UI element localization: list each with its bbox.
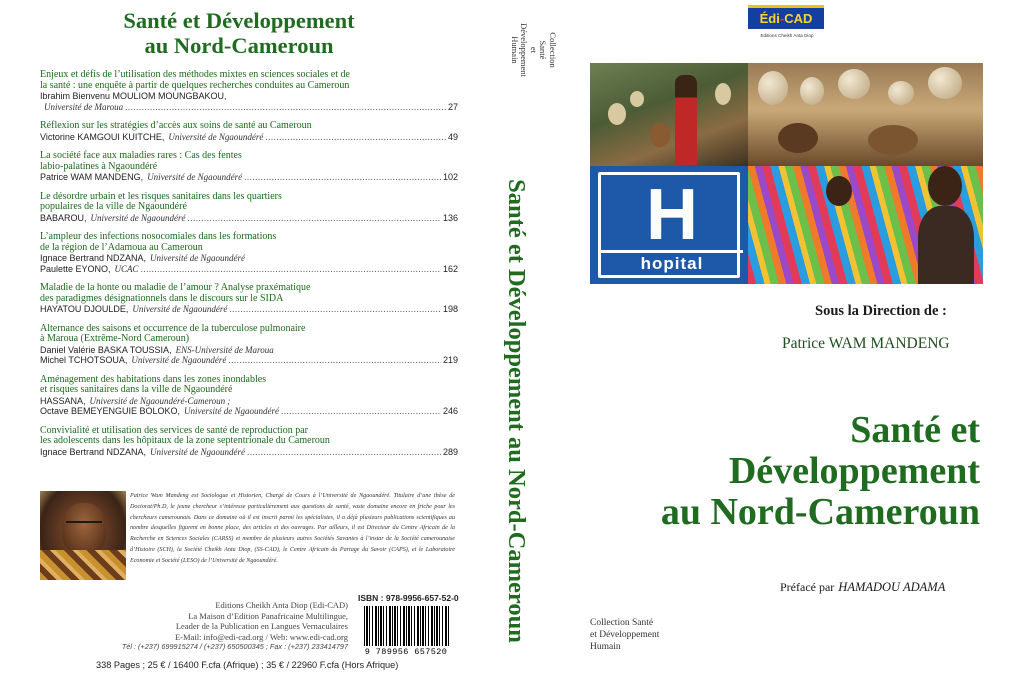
cover-photo-collage [590, 63, 983, 284]
toc-entry-title: Aménagement des habitations dans les zones inondables et risques sanitaires dans la ville de Ngaoundéré [40, 373, 267, 395]
toc-author: Ibrahim Bienvenu MOULIOM MOUNGBAKOU, [40, 91, 227, 101]
toc-leader-dots [281, 406, 441, 417]
author-photo [40, 491, 126, 580]
toc-leader-dots [228, 355, 441, 366]
back-cover [0, 0, 478, 700]
spine [478, 0, 558, 700]
toc-leader-dots [141, 264, 441, 275]
photo-healer [590, 63, 748, 166]
toc-leader-dots [229, 304, 441, 315]
toc-entry [40, 324, 458, 366]
author-face [62, 503, 106, 555]
toc-affiliation: Université de Maroua [44, 101, 124, 112]
toc-affiliation: UCAC [114, 263, 139, 274]
toc-page-number: 162 [442, 263, 458, 274]
toc-author-line [40, 447, 458, 458]
toc-entry-title: Réflexion sur les stratégies d’accès aux soins de santé au Cameroun [40, 120, 312, 131]
toc-author: Victorine KAMGOUI KUITCHE, [40, 131, 165, 142]
front-cover [558, 0, 1035, 700]
toc-author-line [40, 304, 458, 315]
toc-entry-title: La société face aux maladies rares : Cas des fentes labio-palatines à Ngaoundéré [40, 150, 242, 172]
toc-author: BABAROU, [40, 212, 87, 223]
hospital-sign-frame [598, 172, 740, 278]
toc-entry-title: Maladie de la honte ou maladie de l’amour ? Analyse praxématique des paradigmes désignationnels dans le discours sur le SIDA [40, 282, 311, 304]
toc-author-line [40, 253, 458, 264]
toc-affiliation: ENS-Université de Maroua [175, 344, 274, 355]
direction-label: Sous la Direction de : [815, 303, 947, 319]
front-title: Santé et Développement au Nord-Cameroun [660, 409, 980, 533]
publisher-info [98, 600, 348, 653]
table-of-contents [40, 70, 458, 466]
toc-author-line [40, 406, 458, 417]
toc-affiliation: Université de Ngaoundéré [147, 172, 243, 182]
isbn-label: ISBN : 978-9956-657-52-0 [358, 593, 459, 603]
spine-title: Santé et Développement au Nord-Cameroun [503, 179, 530, 643]
toc-entry-title: L’ampleur des infections nosocomiales dans les formations de la région de l’Adamoua au Cameroun [40, 231, 277, 253]
logo-text: Édi-CAD [759, 11, 813, 26]
toc-entry [40, 283, 458, 315]
price-line: 338 Pages ; 25 € / 16400 F.cfa (Afrique) ; 35 € / 22960 F.cfa (Hors Afrique) [96, 660, 399, 670]
author-glasses [66, 521, 102, 527]
preface-label: Préfacé par [780, 580, 835, 594]
toc-affiliation: Université de Ngaoundéré-Cameroun ; [89, 395, 231, 406]
toc-affiliation: Université de Ngaoundéré [184, 406, 280, 416]
toc-entry [40, 70, 458, 112]
toc-leader-dots [247, 447, 441, 458]
publisher-contact: Tél : (+237) 699915274 / (+237) 650500345 ; Fax : (+237) 233414797 [121, 642, 348, 651]
toc-author-line [40, 91, 458, 102]
toc-author-line [40, 396, 458, 407]
hospital-sign-label: hopital [601, 250, 743, 275]
toc-entry-title: Enjeux et défis de l’utilisation des méthodes mixtes en sciences sociales et de la santé : une enquête à partir de quelques recherches conduites au Cameroun [40, 69, 350, 91]
barcode [358, 604, 454, 658]
toc-author-line [40, 264, 458, 275]
toc-entry [40, 232, 458, 274]
front-collection: Collection Santé et Développement Humain [590, 618, 660, 652]
publisher-line2: La Maison d’Edition Panafricaine Multilingue, [188, 610, 348, 621]
toc-entry-title: Convivialité et utilisation des services de santé de reproduction par les adolescents dans les hôpitaux de la zone septentrionale du Cameroun [40, 424, 330, 446]
hospital-h-icon: H [646, 175, 698, 255]
publisher-line3: Leader de la Publication en Langues Vernaculaires [175, 621, 348, 631]
toc-entry-title: Le désordre urbain et les risques sanitaires dans les quartiers populaires de la ville de Ngaoundéré [40, 190, 282, 212]
toc-page-number: 27 [447, 101, 458, 112]
toc-leader-dots [188, 213, 441, 224]
toc-page-number: 136 [442, 212, 458, 223]
barcode-digits: 9 789956 657520 [364, 647, 448, 657]
toc-entry [40, 151, 458, 183]
photo-medicine-vendors [748, 166, 983, 284]
toc-affiliation: Université de Ngaoundéré [90, 212, 186, 223]
edicad-logo [748, 5, 824, 29]
photo-market-gourds [748, 63, 983, 166]
back-title: Santé et Développement au Nord-Cameroun [123, 8, 355, 58]
hospital-sign [590, 166, 748, 284]
toc-leader-dots [125, 102, 446, 113]
toc-affiliation: Université de Ngaoundéré [132, 304, 228, 314]
toc-author-line [40, 172, 458, 183]
toc-page-number: 198 [442, 304, 458, 314]
toc-author: Patrice WAM MANDENG, [40, 172, 144, 182]
toc-entry [40, 426, 458, 458]
toc-author-line [40, 345, 458, 356]
toc-page-number: 102 [442, 172, 458, 182]
director-name: Patrice WAM MANDENG [782, 335, 950, 352]
author-shirt [40, 550, 126, 580]
toc-author-line [40, 213, 458, 224]
preface [780, 580, 945, 595]
toc-author: Ignace Bertrand NDZANA, [40, 253, 147, 263]
toc-author-line [40, 132, 458, 143]
toc-author: Ignace Bertrand NDZANA, [40, 446, 147, 457]
logo-subtitle: Editions Cheikh Anta Diop [760, 33, 814, 38]
toc-page-number: 219 [442, 355, 458, 365]
toc-author: HASSANA, [40, 395, 86, 406]
toc-entry [40, 121, 458, 142]
toc-author-line [40, 102, 458, 113]
toc-author: Michel TCHOTSOUA, [40, 355, 128, 365]
publisher-line4: E-Mail: info@edi-cad.org / Web: www.edi-cad.org [174, 631, 348, 642]
spine-collection: Collection Santé et Développement Humain [510, 23, 558, 77]
toc-affiliation: Université de Ngaoundéré [150, 253, 246, 263]
toc-leader-dots [265, 132, 446, 143]
toc-author: Daniel Valérie BASKA TOUSSIA, [40, 344, 172, 355]
toc-page-number: 289 [442, 446, 458, 457]
toc-affiliation: Université de Ngaoundéré [150, 446, 246, 457]
toc-affiliation: Université de Ngaoundéré [168, 131, 264, 142]
toc-entry [40, 192, 458, 224]
toc-author: HAYATOU DJOULDE, [40, 304, 129, 314]
toc-leader-dots [244, 172, 441, 183]
publisher-line1: Editions Cheikh Anta Diop (Edi-CAD) [215, 600, 348, 610]
toc-affiliation: Université de Ngaoundéré [131, 355, 227, 365]
toc-page-number: 246 [442, 406, 458, 416]
toc-author-line [40, 355, 458, 366]
barcode-bars [364, 606, 450, 646]
toc-author: Octave BEMEYENGUIE BOLOKO, [40, 406, 181, 416]
toc-entry-title: Alternance des saisons et occurrence de la tuberculose pulmonaire à Maroua (Extrême-Nord Cameroun) [40, 322, 306, 344]
toc-page-number: 49 [447, 131, 458, 142]
preface-author: HAMADOU ADAMA [838, 580, 946, 594]
toc-author: Paulette EYONO, [40, 263, 111, 274]
author-bio: Patrice Wam Mandeng est Sociologue et Historien, Chargé de Cours à l’Université de Ngaoundéré. Titulaire d’une thèse de Doctorat/Ph.D, le jeune chercheur s’intéresse particulièrement aux questions de santé, vaste domaine encore en friche pour les chercheurs camerounais. Dans ce domaine où il est inscrit parmi les spécialistes, il a déjà plusieurs publications scientifiques au nombre desquelles figurent en bonne place, des articles et des ouvrages. Par ailleurs, il est Directeur du Centre Africain de la Recherche en Sciences Sociales (CARSS) et membre de plusieurs autres Sociétés Savantes à l’instar de la Société camerounaise d’Histoire (SCH), la Société Cheikh Anta Diop, (SS-CAD), le Centre Africain du Partage du Savoir (CAPS), et le Laboratoire Economie et Société (LESO) de l’Université de Ngaoundéré. [130, 493, 455, 564]
toc-entry [40, 375, 458, 417]
